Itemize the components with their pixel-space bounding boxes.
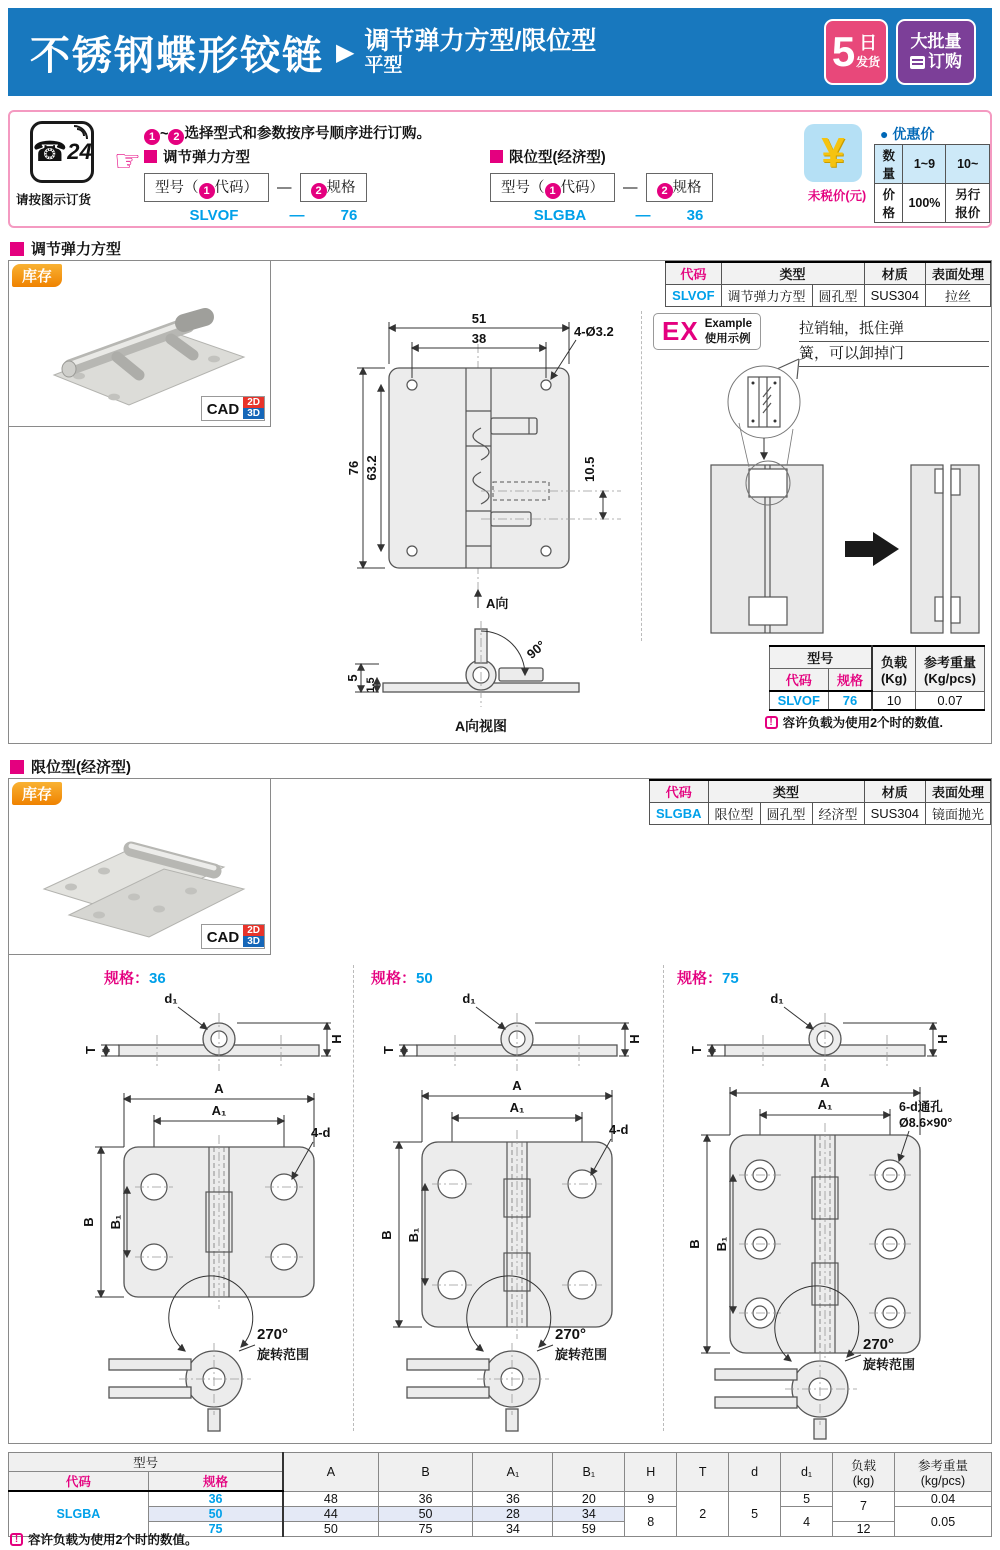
phone-24-icon (30, 121, 94, 183)
cell-H: 9 (625, 1491, 677, 1507)
tilde: ~ (160, 126, 169, 142)
order-group-heading: 限位型(经济型) (509, 150, 606, 166)
divider (663, 965, 664, 1431)
label-B1: B₁ (108, 1214, 123, 1230)
label-rotation-range: 旋转范围 (257, 1347, 310, 1362)
model-code-box: 型号（ 1 代码） (490, 173, 615, 202)
col-spec: 规格 (828, 669, 872, 692)
note-text: 容许负载为使用2个时的数值. (782, 716, 943, 730)
price-quote: 另行报价 (946, 184, 990, 223)
phone-caption: 请按图示订货 (16, 193, 92, 207)
pointing-hand-icon: ☞ (114, 145, 141, 178)
section1-heading: 调节弹力方型 (10, 238, 121, 259)
product-image-box (9, 779, 271, 955)
col-A1: A₁ (473, 1453, 553, 1492)
discount-price-title: ● 优惠价 (880, 126, 935, 142)
subtitle-line1: 调节弹力方型/限位型 (364, 26, 597, 55)
a-view-label: A向视图 (454, 718, 508, 734)
cell-weight: 0.04 (894, 1491, 991, 1507)
cell-type1: 限位型 (708, 803, 760, 825)
note-icon: ! (10, 1533, 23, 1546)
label-A1: A₁ (509, 1100, 525, 1115)
example-cn: 使用示例 (704, 332, 751, 345)
example-note-line2: 簧，可以卸掉门 (799, 342, 989, 367)
section1-spec-table (665, 261, 991, 307)
label-B1: B₁ (406, 1227, 421, 1243)
example-dash: — (289, 207, 305, 224)
dim-offset-10-5: 10.5 (582, 456, 597, 482)
price-qty-header: 数量 (875, 145, 903, 184)
product-image-box (9, 261, 271, 427)
col-A: A (283, 1453, 378, 1492)
section1-panel (8, 260, 992, 744)
cell-type2: 圆孔型 (812, 285, 864, 307)
step-2-icon: 2 (311, 183, 327, 199)
section1-note (765, 713, 943, 731)
pink-square-icon (490, 150, 503, 163)
label-270: 270° (555, 1326, 587, 1343)
cell-B1: 34 (553, 1507, 625, 1522)
table-row (769, 646, 984, 669)
badge-bulk-line1: 大批量 (910, 31, 962, 51)
label-d1: d₁ (770, 991, 784, 1006)
label-T: T (689, 1046, 704, 1054)
step-2-icon: 2 (168, 129, 184, 145)
section2-panel (8, 778, 992, 1444)
dim-5: 5 (345, 674, 360, 682)
cell-A1: 34 (473, 1522, 553, 1537)
section2-heading: 限位型(经济型) (10, 756, 131, 777)
col-weight-unit: (kg/pcs) (920, 1473, 966, 1488)
spec-label-50: 规格：50 (371, 970, 433, 987)
label-270: 270° (257, 1326, 289, 1343)
cad-2d-badge[interactable]: 2D (243, 397, 264, 408)
dim-1-5: 1.5 (365, 677, 377, 693)
label-A1: A₁ (211, 1103, 227, 1118)
phone-24-number: 24 (67, 139, 92, 164)
cad-download-badge[interactable] (201, 396, 265, 421)
page-header (8, 8, 992, 96)
label-rotation-range: 旋转范围 (555, 1347, 608, 1362)
cell-code: SLGBA (650, 803, 709, 825)
cell-spec: 75 (148, 1522, 283, 1537)
label-4d: 4-d (609, 1122, 629, 1137)
drawing-spec-50 (377, 987, 657, 1432)
cad-label: CAD (206, 401, 240, 418)
col-code: 代码 (769, 669, 828, 692)
col-weight: 参考重量 (917, 1458, 968, 1473)
label-T: T (83, 1046, 98, 1054)
label-H: H (935, 1034, 950, 1044)
cell-d1: 5 (781, 1491, 833, 1507)
step-2-icon: 2 (657, 183, 673, 199)
example-dash: — (635, 207, 651, 224)
badge-days-number: 5 (831, 28, 856, 75)
badge-bulk-line2: 订购 (928, 52, 962, 71)
page-subtitle (364, 27, 596, 78)
cell-material: SUS304 (864, 803, 925, 825)
label-B1: B₁ (714, 1236, 729, 1252)
table-row (9, 1491, 992, 1507)
label-6d-holes: 6-d通孔 (899, 1100, 943, 1114)
example-note-line1: 拉销轴，抵住弹 (799, 317, 989, 342)
step-1-icon: 1 (545, 183, 561, 199)
label-A: A (820, 1075, 830, 1090)
spec-label-75: 规格：75 (677, 970, 739, 987)
instruction-text: 选择型式和参数按序号顺序进行订购。 (184, 126, 431, 142)
section2-spec-table (649, 779, 991, 825)
label-T: T (381, 1046, 396, 1054)
cell-A1: 28 (473, 1507, 553, 1522)
spec-box: 2 规格 (300, 173, 367, 202)
pink-square-icon (10, 242, 24, 256)
table-row (875, 184, 990, 223)
cell-T: 2 (677, 1491, 729, 1537)
cell-finish: 镜面抛光 (925, 803, 990, 825)
ex-label: EX (662, 316, 699, 346)
example-code: SLVOF (189, 207, 239, 224)
cell-weight: 0.05 (894, 1507, 991, 1537)
note-icon: ! (765, 716, 778, 729)
col-B1: B₁ (553, 1453, 625, 1492)
price-100: 100% (903, 184, 946, 223)
price-table (874, 144, 990, 223)
col-weight-unit: (Kg/pcs) (923, 670, 976, 686)
bulk-order-badge (896, 19, 976, 85)
example-code: SLGBA (533, 207, 587, 224)
cell-load: 10 (872, 691, 916, 710)
table-row (650, 803, 991, 825)
label-H: H (329, 1034, 344, 1044)
col-T: T (677, 1453, 729, 1492)
spec-box: 2 规格 (646, 173, 713, 202)
col-d: d (729, 1453, 781, 1492)
col-model: 型号 (769, 646, 872, 669)
subtitle-line2: 平型 (364, 55, 403, 77)
label-270: 270° (863, 1336, 895, 1353)
dim-a-direction: A向 (486, 596, 509, 611)
cell-B: 50 (378, 1507, 473, 1522)
dim-holes-label: 4-Ø3.2 (574, 324, 614, 339)
price-price-header: 价格 (875, 184, 903, 223)
cad-download-badge[interactable] (201, 924, 265, 949)
order-example (144, 207, 388, 224)
label-A1: A₁ (817, 1097, 833, 1112)
cell-A1: 36 (473, 1491, 553, 1507)
example-spec: 76 (340, 207, 358, 224)
bullet-icon: ● (880, 126, 889, 142)
dash: — (623, 179, 638, 196)
cell-type2: 圆孔型 (760, 803, 812, 825)
col-model: 型号 (9, 1453, 284, 1472)
cad-3d-badge[interactable]: 3D (243, 408, 264, 419)
dash: — (277, 179, 292, 196)
table-row (666, 285, 991, 307)
col-material: 材质 (864, 780, 925, 803)
label-A: A (512, 1078, 522, 1093)
col-spec: 规格 (148, 1472, 283, 1492)
dim-height-76: 76 (346, 460, 361, 476)
cell-load: 12 (833, 1522, 895, 1537)
col-type: 类型 (708, 780, 864, 803)
example-badge (653, 313, 761, 350)
section1-load-table (769, 645, 985, 711)
pink-square-icon (10, 760, 24, 774)
technical-drawing-front (331, 306, 661, 611)
col-code: 代码 (650, 780, 709, 803)
col-code: 代码 (9, 1472, 149, 1492)
arrow-right-icon: ▶ (336, 38, 355, 66)
example-spec: 36 (686, 207, 704, 224)
table-row (650, 780, 991, 803)
price-qty-10: 10~ (946, 145, 990, 184)
cad-3d-badge[interactable]: 3D (243, 936, 264, 947)
cell-B: 75 (378, 1522, 473, 1537)
cell-code: SLVOF (666, 285, 721, 307)
badge-days-unit: 日 (859, 32, 878, 53)
signal-icon (74, 125, 88, 139)
cell-weight: 0.07 (915, 691, 984, 710)
cell-finish: 拉丝 (925, 285, 990, 307)
table-row (666, 262, 991, 285)
col-load: 负载 (880, 654, 907, 670)
col-load-unit: (Kg) (880, 670, 907, 686)
cell-spec: 50 (148, 1507, 283, 1522)
table-row (9, 1453, 992, 1472)
col-B: B (378, 1453, 473, 1492)
note-text: 容许负载为使用2个时的数值。 (28, 1533, 198, 1547)
spec-label-36: 规格：36 (104, 970, 166, 987)
untaxed-price-label: 未税价(元) (807, 189, 867, 203)
dim-width-51: 51 (471, 311, 487, 326)
col-finish: 表面处理 (925, 780, 990, 803)
cell-A: 50 (283, 1522, 378, 1537)
stock-badge: 库存 (12, 264, 62, 287)
cell-spec: 36 (148, 1491, 283, 1507)
col-weight: 参考重量 (923, 654, 976, 670)
cell-load: 7 (833, 1491, 895, 1522)
cad-2d-badge[interactable]: 2D (243, 925, 264, 936)
yen-icon: ¥ (804, 124, 862, 182)
cad-label: CAD (206, 929, 240, 946)
dim-angle-90: 90° (523, 637, 549, 662)
step-1-icon: 1 (144, 129, 160, 145)
cell-B: 36 (378, 1491, 473, 1507)
pink-square-icon (144, 150, 157, 163)
dim-width-38: 38 (471, 331, 487, 346)
page-title: 不锈钢蝶形铰链 (30, 33, 324, 78)
footer-note (10, 1530, 197, 1548)
order-example (490, 207, 734, 224)
label-A: A (214, 1081, 224, 1096)
cell-type1: 调节弹力方型 (721, 285, 812, 307)
col-material: 材质 (864, 262, 925, 285)
table-row (875, 145, 990, 184)
cell-d1: 4 (781, 1507, 833, 1537)
cell-B1: 20 (553, 1491, 625, 1507)
price-qty-1-9: 1~9 (903, 145, 946, 184)
cell-A: 44 (283, 1507, 378, 1522)
cell-d: 5 (729, 1491, 781, 1537)
model-code-box: 型号（ 1 代码） (144, 173, 269, 202)
stock-badge: 库存 (12, 782, 62, 805)
cell-B1: 59 (553, 1522, 625, 1537)
badge-days-text: 发货 (856, 55, 881, 70)
cell-material: SUS304 (864, 285, 925, 307)
order-group-adjustable (144, 146, 388, 224)
example-en: Example (704, 318, 752, 331)
five-day-shipping-badge (824, 19, 888, 85)
col-load-unit: (kg) (852, 1473, 875, 1488)
example-drawing (649, 357, 984, 642)
dimension-table (8, 1452, 992, 1537)
cell-A: 48 (283, 1491, 378, 1507)
dim-height-63-2: 63.2 (364, 455, 379, 481)
bulk-order-icon (910, 56, 925, 69)
drawing-spec-36 (79, 987, 359, 1432)
order-group-limit (490, 146, 734, 224)
table-row (769, 691, 984, 710)
order-instruction (144, 122, 431, 145)
label-hole-size: Ø8.6×90° (899, 1116, 953, 1130)
cell-spec: 76 (828, 691, 872, 710)
phone-glyph: ☎ (32, 136, 68, 167)
step-1-icon: 1 (199, 183, 215, 199)
col-finish: 表面处理 (925, 262, 990, 285)
technical-drawing-a-view (331, 617, 661, 739)
label-B: B (81, 1217, 96, 1227)
drawing-spec-75 (685, 987, 975, 1442)
label-d1: d₁ (462, 991, 476, 1006)
col-H: H (625, 1453, 677, 1492)
label-H: H (627, 1034, 642, 1044)
col-type: 类型 (721, 262, 864, 285)
col-code: 代码 (666, 262, 721, 285)
cell-type3: 经济型 (812, 803, 864, 825)
label-B: B (687, 1239, 702, 1249)
col-d1: d₁ (781, 1453, 833, 1492)
cell-code: SLVOF (769, 691, 828, 710)
label-B: B (379, 1230, 394, 1240)
label-rotation-range: 旋转范围 (863, 1357, 916, 1372)
cell-H: 8 (625, 1507, 677, 1537)
order-group-heading: 调节弹力方型 (163, 150, 250, 166)
label-d1: d₁ (164, 991, 178, 1006)
divider (641, 311, 642, 641)
col-load: 负载 (851, 1458, 877, 1473)
cell-code: SLGBA (9, 1491, 149, 1537)
label-4d: 4-d (311, 1125, 331, 1140)
ordering-instructions-panel (8, 110, 992, 228)
